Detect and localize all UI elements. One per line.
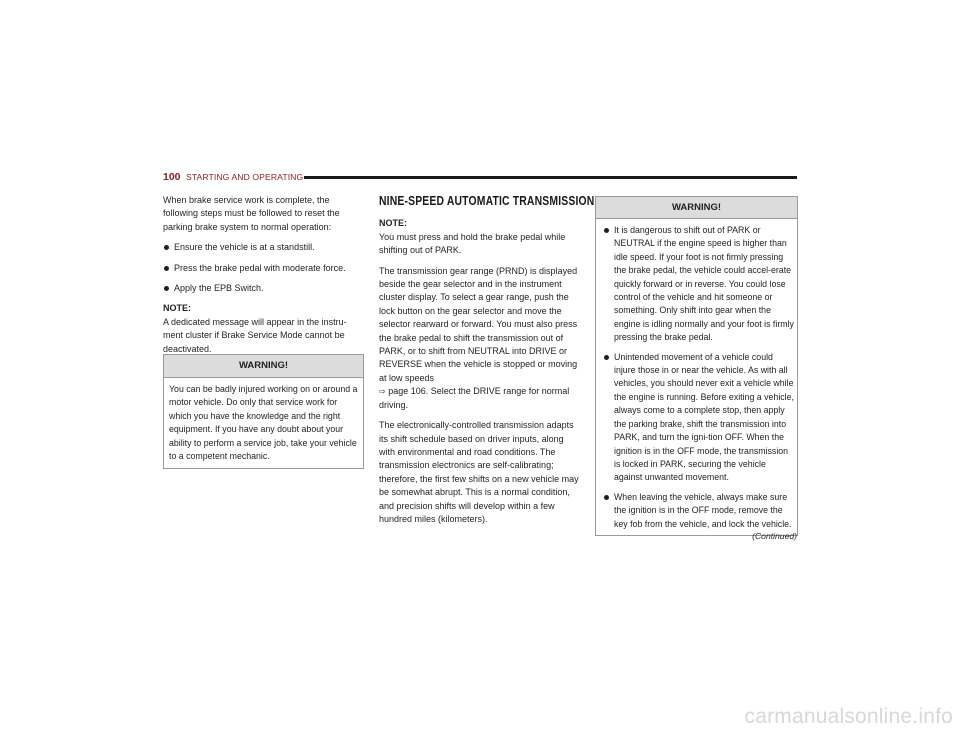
warning-box-service [163, 354, 364, 469]
continued-label: (Continued) [752, 531, 797, 541]
warning-title: WARNING! [596, 197, 797, 219]
transmission-paragraph-1: The transmission gear range (PRND) is displayed beside the gear selector and in the instrument cluster display. To select a gear range, push the lock button on the gear selector and move the selector rearward or forward. You must also press the brake pedal to shift the transmission out of PARK, or to shift from NEUTRAL into DRIVE or REVERSE when the vehicle is stopped or moving at low speeds ⇨ page 106. Select the DRIVE range for normal driving. [379, 265, 578, 410]
list-item: Press the brake pedal with moderate force. [163, 262, 364, 275]
bullet-icon [164, 245, 169, 250]
watermark: carmanualsonline.info [744, 705, 953, 728]
section-heading: NINE-SPEED AUTOMATIC TRANSMISSION [379, 193, 595, 208]
warning-box-shifting [595, 196, 798, 536]
list-item: Apply the EPB Switch. [163, 282, 364, 295]
page-header [163, 171, 797, 185]
page-number: 100 [163, 171, 181, 183]
list-item: Unintended movement of a vehicle could injure those in or near the vehicle. As with all vehicles, you should never exit a vehicle while the engine is running. Before exiting a vehicle, always come to a complete stop, then apply the parking brake, shift the transmission into PARK, and turn the igni-tion OFF. When the ignition is in the OFF mode, the transmission is locked in PARK, securing the vehicle against unwanted movement. [601, 351, 794, 485]
note-text: You must press and hold the brake pedal while shifting out of PARK. [379, 231, 566, 256]
list-item: It is dangerous to shift out of PARK or NEUTRAL if the engine speed is higher than idle speed. If your foot is not firmly pressing the brake pedal, the vehicle could accel-erate quickly forward or in reverse. You could lose control of the vehicle and hit someone or something. Only shift into gear when the engine is idling normally and your foot is firmly pressing the brake pedal. [601, 224, 794, 345]
warning-text: You can be badly injured working on or around a motor vehicle. Do only that service work for which you have the knowledge and the right equipment. If you have any doubt about your ability to perform a service job, take your vehicle to a competent mechanic. [169, 384, 358, 462]
bullet-icon [604, 495, 609, 500]
warning-list [601, 224, 794, 531]
transmission-paragraph-2: The electronically-controlled transmission adapts its shift schedule based on driver inputs, along with environmental and road conditions. The transmission electronics are self-calibrating; therefore, the first few shifts on a new vehicle may be somewhat abrupt. This is a normal condition, and precision shifts will develop within a few hundred miles (kilometers). [379, 420, 579, 524]
section-title: STARTING AND OPERATING [186, 171, 304, 182]
page-reference-arrow-icon: ⇨ [379, 387, 386, 397]
header-rule [304, 176, 797, 179]
warning-body [596, 219, 797, 535]
warning-title: WARNING! [164, 355, 363, 378]
list-item: When leaving the vehicle, always make sure the ignition is in the OFF mode, remove the key fob from the vehicle, and lock the vehicle. [601, 491, 794, 531]
column-middle [379, 193, 595, 526]
note-text: A dedicated message will appear in the instru-ment cluster if Brake Service Mode cannot be deactivated. [163, 316, 347, 354]
note-label: NOTE: [163, 303, 191, 314]
reset-steps-list [163, 241, 364, 295]
bullet-icon [164, 266, 169, 271]
bullet-icon [604, 355, 609, 360]
brake-service-intro: When brake service work is complete, the following steps must be followed to reset the parking brake system to normal operation: [163, 195, 340, 232]
column-left [163, 194, 364, 356]
bullet-icon [604, 228, 609, 233]
bullet-icon [164, 286, 169, 291]
list-item: Ensure the vehicle is at a standstill. [163, 241, 364, 254]
note-label: NOTE: [379, 218, 407, 229]
